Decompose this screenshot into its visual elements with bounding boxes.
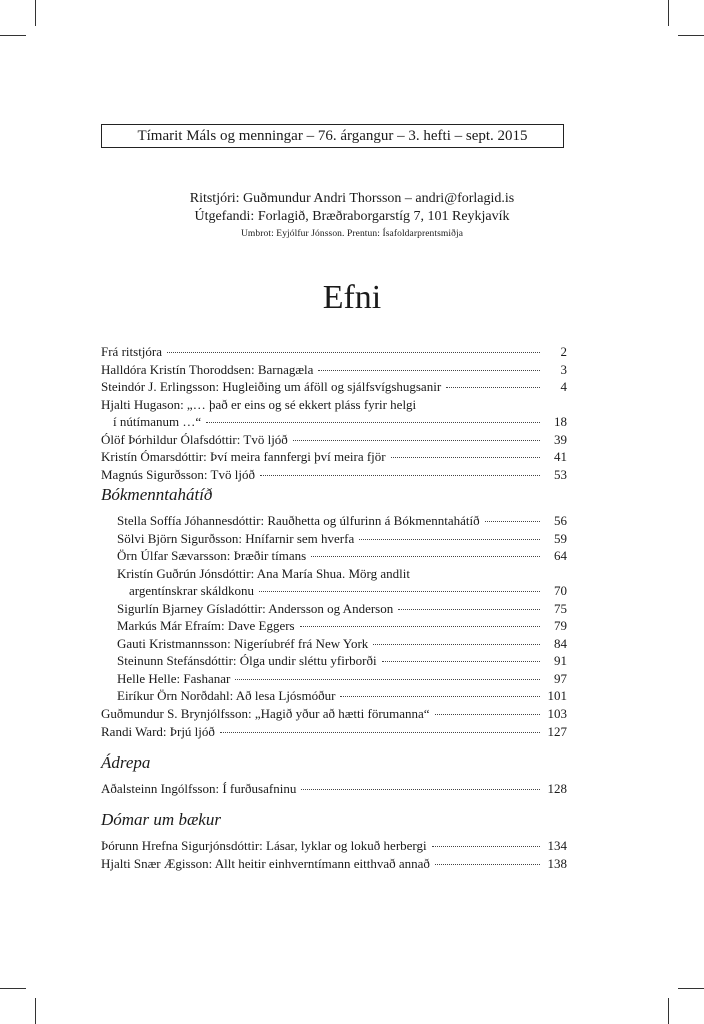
toc-entry-title: Markús Már Efraím: Dave Eggers (117, 618, 295, 633)
leader-dots (340, 695, 540, 697)
crop-mark (678, 988, 704, 989)
toc-entry[interactable] (101, 378, 567, 396)
toc-entry[interactable] (101, 723, 567, 741)
leader-dots (485, 520, 540, 522)
toc-entry[interactable] (101, 361, 567, 379)
section-heading-reviews: Dómar um bækur (101, 810, 221, 829)
editor-line: Ritstjóri: Guðmundur Andri Thorsson – andri@forlagid.is (189, 191, 515, 206)
toc-entry[interactable] (101, 705, 567, 723)
toc-entry-title: Sölvi Björn Sigurðsson: Hnífarnir sem hverfa (117, 530, 355, 546)
toc-adrepa (101, 780, 567, 798)
toc-entry-title: Aðalsteinn Ingólfsson: Í furðusafninu (101, 781, 297, 796)
toc-entry-page: 39 (554, 431, 567, 447)
leader-dots (373, 643, 540, 645)
toc-entry[interactable] (101, 466, 567, 484)
toc-entry-title[interactable]: Kristín Guðrún Jónsdóttir: Ana María Shua. Mörg andlit (117, 565, 410, 581)
toc-entry-title: Gauti Kristmannsson: Nigeríubréf frá New York (117, 635, 369, 651)
leader-dots (311, 555, 540, 557)
toc-entry[interactable] (101, 837, 567, 855)
toc-reviews (101, 837, 567, 872)
toc-entry[interactable] (101, 343, 567, 361)
contents-title: Efni (322, 279, 382, 316)
crop-mark (0, 988, 26, 989)
crop-mark (35, 998, 36, 1024)
credits-line: Umbrot: Eyjólfur Jónsson. Prentun: Ísafoldarprentsmiðja (240, 229, 464, 239)
crop-mark (0, 35, 26, 36)
leader-dots (435, 713, 540, 715)
toc-entry[interactable] (101, 413, 567, 431)
toc-after-festival (101, 705, 567, 740)
toc-entry-page: 41 (554, 449, 567, 464)
leader-dots (300, 625, 540, 627)
toc-entry-title: Frá ritstjóra (101, 344, 163, 359)
toc-entry[interactable] (101, 530, 567, 548)
journal-header: Tímarit Máls og menningar – 76. árgangur – 3. hefti – sept. 2015 (101, 124, 564, 148)
toc-entry-title: Ólöf Þórhildur Ólafsdóttir: Tvö ljóð (101, 431, 288, 447)
toc-entry-title: Þórunn Hrefna Sigurjónsdóttir: Lásar, lyklar og lokuð herbergi (101, 838, 427, 853)
toc-entry-page: 3 (560, 361, 567, 377)
toc-entry-page: 59 (554, 530, 567, 546)
toc-entry-page: 4 (560, 379, 567, 394)
toc-entry-continuation: í nútímanum …“ (113, 414, 202, 429)
leader-dots (301, 788, 540, 790)
leader-dots (206, 421, 540, 423)
crop-mark (35, 0, 36, 26)
leader-dots (235, 678, 540, 680)
toc-entry-title: Randi Ward: Þrjú ljóð (101, 723, 215, 739)
toc-entry-page: 2 (560, 344, 567, 359)
toc-entry[interactable] (101, 855, 567, 873)
toc-festival (101, 512, 567, 705)
leader-dots (398, 608, 540, 610)
crop-mark (668, 0, 669, 26)
leader-dots (293, 439, 540, 441)
toc-entry-title: Hjalti Snær Ægisson: Allt heitir einhverntímann eitthvað annað (101, 855, 430, 871)
section-heading-adrepa: Ádrepa (101, 753, 151, 772)
toc-entry-page: 56 (554, 513, 567, 528)
toc-entry-title: Kristín Ómarsdóttir: Því meira fannfergi því meira fjör (101, 449, 386, 464)
leader-dots (359, 538, 540, 540)
toc-entry-page: 70 (554, 583, 567, 598)
toc-entry-page: 18 (554, 414, 567, 429)
toc-entry[interactable] (101, 431, 567, 449)
toc-entry-page: 84 (554, 635, 567, 651)
toc-entry-page: 97 (554, 670, 567, 686)
leader-dots (382, 660, 540, 662)
crop-mark (668, 998, 669, 1024)
toc-entry-page: 128 (547, 781, 567, 796)
toc-entry-page: 127 (547, 723, 567, 739)
leader-dots (220, 731, 540, 733)
leader-dots (259, 590, 540, 592)
toc-entry-title: Eiríkur Örn Norðdahl: Að lesa Ljósmóður (117, 688, 336, 703)
publisher-line: Útgefandi: Forlagið, Bræðraborgarstíg 7, 101 Reykjavík (194, 209, 510, 224)
toc-entry[interactable] (101, 687, 567, 705)
toc-entry[interactable] (101, 670, 567, 688)
toc-entry-title: Magnús Sigurðsson: Tvö ljóð (101, 466, 255, 482)
toc-entry-title: Örn Úlfar Sævarsson: Þræðir tímans (117, 548, 307, 563)
toc-entry[interactable] (101, 512, 567, 530)
leader-dots (260, 474, 540, 476)
toc-entry-page: 138 (547, 855, 567, 871)
toc-entry-title: Helle Helle: Fashanar (117, 670, 231, 686)
leader-dots (391, 456, 540, 458)
toc-entry-page: 79 (554, 618, 567, 633)
toc-entry-continuation: argentínskrar skáldkonu (129, 583, 255, 598)
leader-dots (432, 845, 540, 847)
leader-dots (446, 386, 540, 388)
toc-entry-title: Guðmundur S. Brynjólfsson: „Hagið yður að hætti förumanna“ (101, 706, 430, 721)
toc-entry-title[interactable]: Hjalti Hugason: „… það er eins og sé ekkert pláss fyrir helgi (101, 396, 417, 412)
toc-entry-title: Steindór J. Erlingsson: Hugleiðing um áföll og sjálfsvígshugsanir (101, 379, 442, 394)
section-heading-festival: Bókmenntahátíð (101, 485, 213, 504)
toc-entry-title: Steinunn Stefánsdóttir: Ólga undir sléttu yfirborði (117, 653, 377, 668)
toc-entry[interactable] (101, 582, 567, 600)
toc-entry[interactable] (101, 547, 567, 565)
toc-entry-title: Halldóra Kristín Thoroddsen: Barnagæla (101, 361, 314, 377)
toc-entry-page: 91 (554, 653, 567, 668)
toc-entry-page: 75 (554, 600, 567, 616)
toc-entry[interactable] (101, 635, 567, 653)
toc-entry[interactable] (101, 617, 567, 635)
toc-entry-page: 134 (547, 838, 567, 853)
toc-entry-page: 64 (554, 548, 567, 563)
toc-main (101, 343, 567, 483)
toc-entry-page: 103 (547, 706, 567, 721)
toc-entry-title: Stella Soffía Jóhannesdóttir: Rauðhetta og úlfurinn á Bókmenntahátíð (117, 513, 480, 528)
toc-entry[interactable] (101, 652, 567, 670)
toc-entry[interactable] (101, 448, 567, 466)
leader-dots (318, 369, 540, 371)
toc-entry[interactable] (101, 780, 567, 798)
leader-dots (435, 863, 540, 865)
crop-mark (678, 35, 704, 36)
toc-entry-page: 53 (554, 466, 567, 482)
toc-entry[interactable] (101, 600, 567, 618)
leader-dots (167, 351, 540, 353)
toc-entry-title: Sigurlín Bjarney Gísladóttir: Andersson og Anderson (117, 600, 394, 616)
toc-entry-page: 101 (547, 688, 567, 703)
